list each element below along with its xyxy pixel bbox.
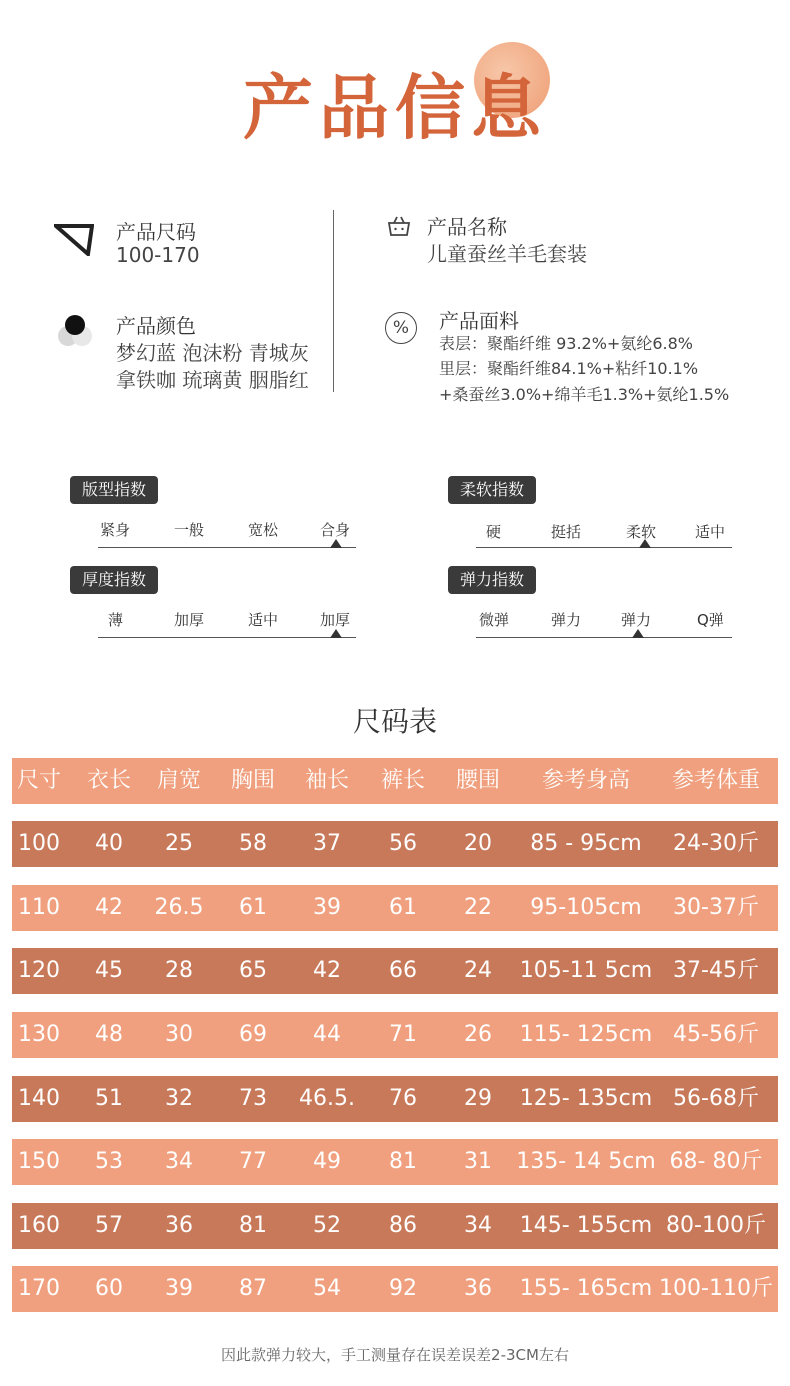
table-cell: 48 bbox=[95, 1022, 123, 1047]
color-label: 产品颜色 bbox=[116, 314, 196, 338]
size-value: 100-170 bbox=[116, 243, 200, 267]
softness-option-3: 柔软 bbox=[626, 523, 657, 541]
table-cell: 60 bbox=[95, 1276, 123, 1301]
shopping-basket-icon bbox=[386, 214, 412, 238]
thickness-option-2: 加厚 bbox=[174, 611, 205, 629]
elasticity-option-3: 弹力 bbox=[621, 611, 652, 629]
table-cell: 61 bbox=[389, 895, 417, 920]
table-cell: 87 bbox=[239, 1276, 267, 1301]
elasticity-index-tag: 弹力指数 bbox=[448, 566, 536, 594]
thickness-option-1: 薄 bbox=[108, 611, 124, 629]
elasticity-option-1: 微弹 bbox=[479, 611, 510, 629]
table-row bbox=[12, 885, 778, 931]
table-cell: 80-100斤 bbox=[666, 1213, 766, 1238]
table-row bbox=[12, 1076, 778, 1122]
name-label: 产品名称 bbox=[427, 215, 507, 239]
fit-option-3: 宽松 bbox=[248, 521, 279, 539]
table-cell: 73 bbox=[239, 1086, 267, 1111]
table-header-cell: 腰围 bbox=[455, 768, 500, 793]
thickness-option-4: 加厚 bbox=[320, 611, 351, 629]
table-header-cell: 尺寸 bbox=[16, 768, 61, 793]
table-cell: 24-30斤 bbox=[673, 831, 759, 856]
table-cell: 68- 80斤 bbox=[669, 1149, 763, 1174]
table-cell: 77 bbox=[239, 1149, 267, 1174]
table-cell: 34 bbox=[464, 1213, 492, 1238]
fit-scale-line bbox=[98, 547, 356, 548]
table-cell: 49 bbox=[313, 1149, 341, 1174]
table-cell: 52 bbox=[313, 1213, 341, 1238]
table-cell: 37-45斤 bbox=[673, 958, 759, 983]
table-cell: 54 bbox=[313, 1276, 341, 1301]
table-cell: 100 bbox=[18, 831, 60, 856]
table-cell: 20 bbox=[464, 831, 492, 856]
table-cell: 86 bbox=[389, 1213, 417, 1238]
softness-option-4: 适中 bbox=[695, 523, 726, 541]
name-value: 儿童蚕丝羊毛套装 bbox=[427, 242, 587, 266]
table-cell: 53 bbox=[95, 1149, 123, 1174]
color-line1: 梦幻蓝 泡沫粉 青城灰 bbox=[116, 341, 309, 365]
table-cell: 30 bbox=[165, 1022, 193, 1047]
ruler-triangle-icon bbox=[54, 222, 94, 256]
softness-index-tag: 柔软指数 bbox=[448, 476, 536, 504]
thickness-option-3: 适中 bbox=[248, 611, 279, 629]
table-cell: 56 bbox=[389, 831, 417, 856]
table-cell: 145- 155cm bbox=[519, 1213, 653, 1238]
elasticity-option-2: 弹力 bbox=[551, 611, 582, 629]
table-header-cell: 裤长 bbox=[380, 768, 425, 793]
table-header-cell: 参考体重 bbox=[671, 768, 760, 793]
table-cell: 140 bbox=[18, 1086, 60, 1111]
table-cell: 76 bbox=[389, 1086, 417, 1111]
table-cell: 66 bbox=[389, 958, 417, 983]
softness-scale-line bbox=[476, 547, 732, 548]
table-cell: 56-68斤 bbox=[673, 1086, 759, 1111]
elasticity-scale-line bbox=[476, 637, 732, 638]
thickness-index-tag: 厚度指数 bbox=[70, 566, 158, 594]
table-cell: 100-110斤 bbox=[659, 1276, 773, 1301]
table-cell: 36 bbox=[165, 1213, 193, 1238]
table-cell: 28 bbox=[165, 958, 193, 983]
table-cell: 57 bbox=[95, 1213, 123, 1238]
table-row bbox=[12, 948, 778, 994]
fit-option-4: 合身 bbox=[320, 521, 351, 539]
info-divider bbox=[333, 210, 334, 392]
fabric-line1: 表层：聚酯纤维 93.2%+氨纶6.8% bbox=[439, 334, 693, 353]
table-cell: 39 bbox=[165, 1276, 193, 1301]
table-cell: 170 bbox=[18, 1276, 60, 1301]
table-cell: 45 bbox=[95, 958, 123, 983]
page-title: 产品信息 bbox=[243, 67, 547, 149]
table-cell: 42 bbox=[313, 958, 341, 983]
thickness-scale-marker bbox=[330, 629, 342, 638]
measurement-footnote: 因此款弹力较大，手工测量存在误差误差2-3CM左右 bbox=[221, 1346, 569, 1364]
table-cell: 46.5. bbox=[299, 1086, 355, 1111]
fit-index-tag: 版型指数 bbox=[70, 476, 158, 504]
table-row bbox=[12, 1139, 778, 1185]
table-cell: 65 bbox=[239, 958, 267, 983]
table-cell: 25 bbox=[165, 831, 193, 856]
percent-icon: % bbox=[385, 312, 417, 344]
table-cell: 160 bbox=[18, 1213, 60, 1238]
table-cell: 61 bbox=[239, 895, 267, 920]
table-cell: 31 bbox=[464, 1149, 492, 1174]
table-cell: 36 bbox=[464, 1276, 492, 1301]
fabric-line3: +桑蚕丝3.0%+绵羊毛1.3%+氨纶1.5% bbox=[439, 385, 730, 404]
size-table-title: 尺码表 bbox=[352, 705, 437, 738]
color-line2: 拿铁咖 琉璃黄 胭脂红 bbox=[116, 368, 309, 392]
table-row bbox=[12, 1203, 778, 1249]
table-cell: 81 bbox=[389, 1149, 417, 1174]
table-cell: 95-105cm bbox=[530, 895, 642, 920]
table-row bbox=[12, 1012, 778, 1058]
table-cell: 22 bbox=[464, 895, 492, 920]
table-cell: 26 bbox=[464, 1022, 492, 1047]
table-header-row bbox=[12, 758, 778, 804]
softness-option-2: 挺括 bbox=[551, 523, 582, 541]
table-cell: 32 bbox=[165, 1086, 193, 1111]
table-cell: 26.5 bbox=[154, 895, 204, 920]
table-header-cell: 肩宽 bbox=[156, 768, 201, 793]
table-cell: 44 bbox=[313, 1022, 341, 1047]
softness-option-1: 硬 bbox=[486, 523, 502, 541]
table-cell: 155- 165cm bbox=[519, 1276, 653, 1301]
table-cell: 105-11 5cm bbox=[519, 958, 653, 983]
table-cell: 71 bbox=[389, 1022, 417, 1047]
size-label: 产品尺码 bbox=[116, 220, 196, 244]
table-cell: 34 bbox=[165, 1149, 193, 1174]
elasticity-scale-marker bbox=[632, 629, 644, 638]
fit-option-2: 一般 bbox=[174, 521, 205, 539]
table-header-cell: 衣长 bbox=[86, 768, 131, 793]
softness-scale-marker bbox=[639, 539, 651, 548]
table-cell: 120 bbox=[18, 958, 60, 983]
table-cell: 37 bbox=[313, 831, 341, 856]
table-cell: 81 bbox=[239, 1213, 267, 1238]
color-dots-icon bbox=[56, 314, 96, 350]
table-cell: 24 bbox=[464, 958, 492, 983]
table-cell: 92 bbox=[389, 1276, 417, 1301]
table-row bbox=[12, 821, 778, 867]
fit-option-1: 紧身 bbox=[100, 521, 131, 539]
thickness-scale-line bbox=[98, 637, 356, 638]
table-cell: 150 bbox=[18, 1149, 60, 1174]
table-cell: 135- 14 5cm bbox=[516, 1149, 656, 1174]
table-header-cell: 参考身高 bbox=[541, 768, 630, 793]
table-cell: 130 bbox=[18, 1022, 60, 1047]
table-cell: 85 - 95cm bbox=[530, 831, 642, 856]
table-cell: 40 bbox=[95, 831, 123, 856]
table-header-cell: 胸围 bbox=[230, 768, 275, 793]
table-cell: 30-37斤 bbox=[673, 895, 759, 920]
fabric-label: 产品面料 bbox=[439, 309, 519, 333]
table-cell: 58 bbox=[239, 831, 267, 856]
table-cell: 39 bbox=[313, 895, 341, 920]
elasticity-option-4: Q弹 bbox=[697, 611, 724, 629]
table-cell: 125- 135cm bbox=[519, 1086, 653, 1111]
table-cell: 51 bbox=[95, 1086, 123, 1111]
table-cell: 69 bbox=[239, 1022, 267, 1047]
table-cell: 42 bbox=[95, 895, 123, 920]
table-cell: 110 bbox=[18, 895, 60, 920]
table-cell: 115- 125cm bbox=[519, 1022, 653, 1047]
fabric-line2: 里层：聚酯纤维84.1%+粘纤10.1% bbox=[439, 359, 699, 378]
table-header-cell: 袖长 bbox=[304, 768, 349, 793]
table-row bbox=[12, 1266, 778, 1312]
fit-scale-marker bbox=[330, 539, 342, 548]
table-cell: 45-56斤 bbox=[673, 1022, 759, 1047]
table-cell: 29 bbox=[464, 1086, 492, 1111]
